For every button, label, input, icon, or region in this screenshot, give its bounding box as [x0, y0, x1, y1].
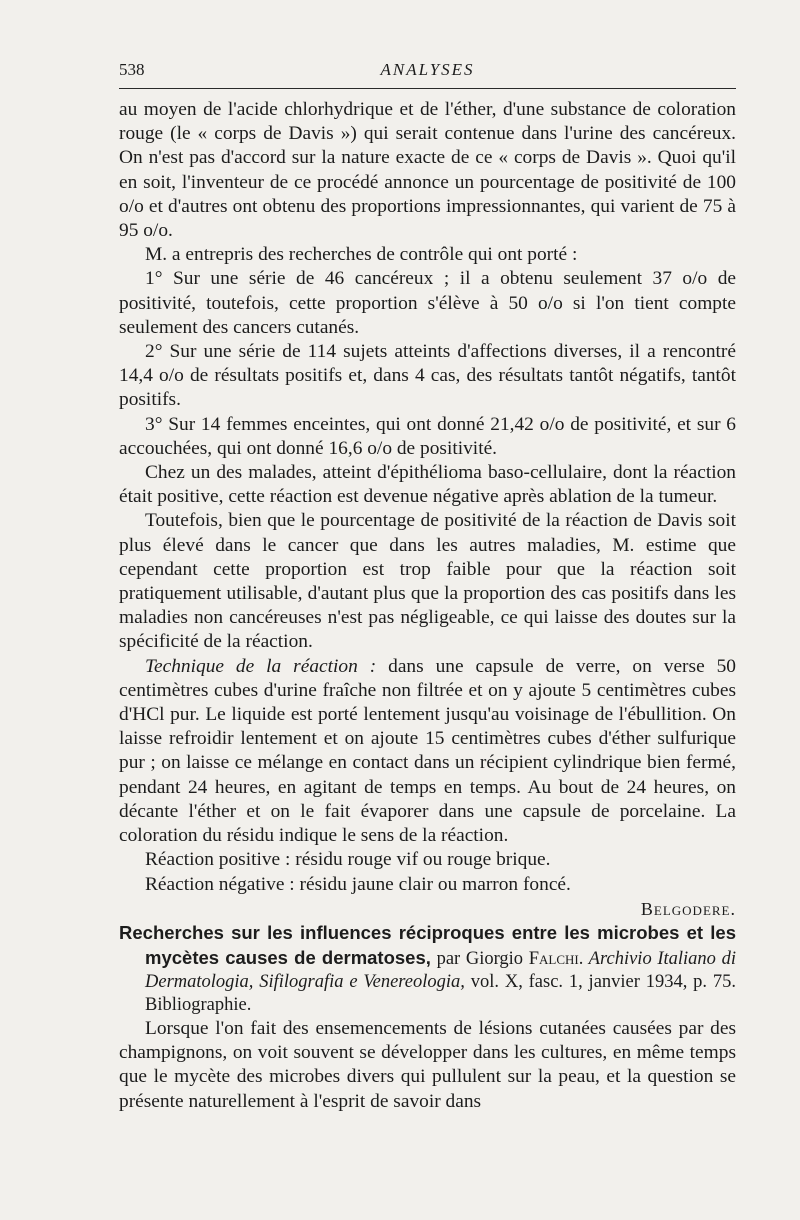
technique-label: Technique de la réaction :	[145, 655, 377, 677]
result-positive: Réaction positive : résidu rouge vif ou rouge brique.	[145, 849, 551, 871]
paragraph-control-studies: M. a entrepris des recherches de contrôle qui ont porté :	[145, 244, 578, 266]
article-title: Recherches sur les influences réciproques entre les microbes et les mycètes causes de dermatoses,	[119, 921, 736, 968]
paragraph-conclusion: Toutefois, bien que le pourcentage de positivité de la réaction de Davis soit plus élevé dans le cancer que dans les autres maladies, M. estime que cependant cette proportion est trop faible pour que la réaction soit pratiquement utilisable, d'autant plus que la proportion des cas positifs dans les maladies non cancéreuses n'est pas négligeable, ce qui laisse des doutes sur la spécificité de la réaction.	[119, 510, 736, 653]
paragraph-series-3: 3° Sur 14 femmes enceintes, qui ont donné 21,42 o/o de positivité, et sur 6 accouchées, qui ont donné 16,6 o/o de positivité.	[119, 413, 736, 459]
paragraph-series-2: 2° Sur une série de 114 sujets atteints d'affections diverses, il a rencontré 14,4 o/o de résultats positifs et, dans 4 cas, des résultats tantôt négatifs, tantôt positifs.	[119, 341, 736, 411]
article-heading	[119, 921, 736, 1017]
paragraph-next-article: Lorsque l'on fait des ensemencements de lésions cutanées causées par des champignons, on voit souvent se développer dans les cultures, en même temps que le mycète des microbes divers qui pullulent sur la peau, et la question se présente naturellement à l'esprit de savoir dans	[119, 1017, 736, 1112]
running-title: ANALYSES	[380, 60, 475, 79]
result-negative: Réaction négative : résidu jaune clair ou marron foncé.	[145, 873, 571, 895]
page-number: 538	[119, 60, 145, 79]
paragraph-case: Chez un des malades, atteint d'épithélioma baso-cellulaire, dont la réaction était positive, cette réaction est devenue négative après ablation de la tumeur.	[119, 462, 736, 508]
article-by: par Giorgio	[430, 948, 529, 969]
article-author: Falchi.	[528, 948, 584, 969]
page-header	[119, 60, 736, 89]
article-body	[119, 98, 736, 1114]
paragraph-series-1: 1° Sur une série de 46 cancéreux ; il a obtenu seulement 37 o/o de positivité, toutefois, cette proportion s'élève à 50 o/o si l'on tient compte seulement des cancers cutanés.	[119, 268, 736, 338]
technique-text: dans une capsule de verre, on verse 50 centimètres cubes d'urine fraîche non filtrée et on y ajoute 5 centimètres cubes d'HCl pur. Le liquide est porté lentement jusqu'au voisinage de l'ébullition. On laisse refroidir lentement et on ajoute 15 centimètres cubes d'éther sulfurique pur ; on laisse ce mélange en contact dans un récipient cylindrique bien fermé, pendant 24 heures, en agitant de temps en temps. Au bout de 24 heures, on décante l'éther et on le fait évaporer dans une capsule de porcelaine. La coloration du résidu indique le sens de la réaction.	[119, 655, 736, 847]
journal-citation: vol. X, fasc. 1, janvier 1934, p. 75. Bibliographie.	[145, 971, 736, 1015]
author-signature: Belgodere.	[640, 898, 736, 919]
journal-name: Archivio Italiano di Dermatologia, Sifilografia e Venereologia,	[145, 948, 736, 992]
paragraph-intro: au moyen de l'acide chlorhydrique et de l'éther, d'une substance de coloration rouge (le « corps de Davis ») qui serait contenue dans l'urine des cancéreux. On n'est pas d'accord sur la nature exacte de ce « corps de Davis ». Quoi qu'il en soit, l'inventeur de ce procédé annonce un pourcentage de positivité de 100 o/o et d'autres ont obtenu des proportions impressionnantes, qui varient de 75 à 95 o/o.	[119, 99, 736, 242]
paragraph-technique	[119, 655, 736, 849]
